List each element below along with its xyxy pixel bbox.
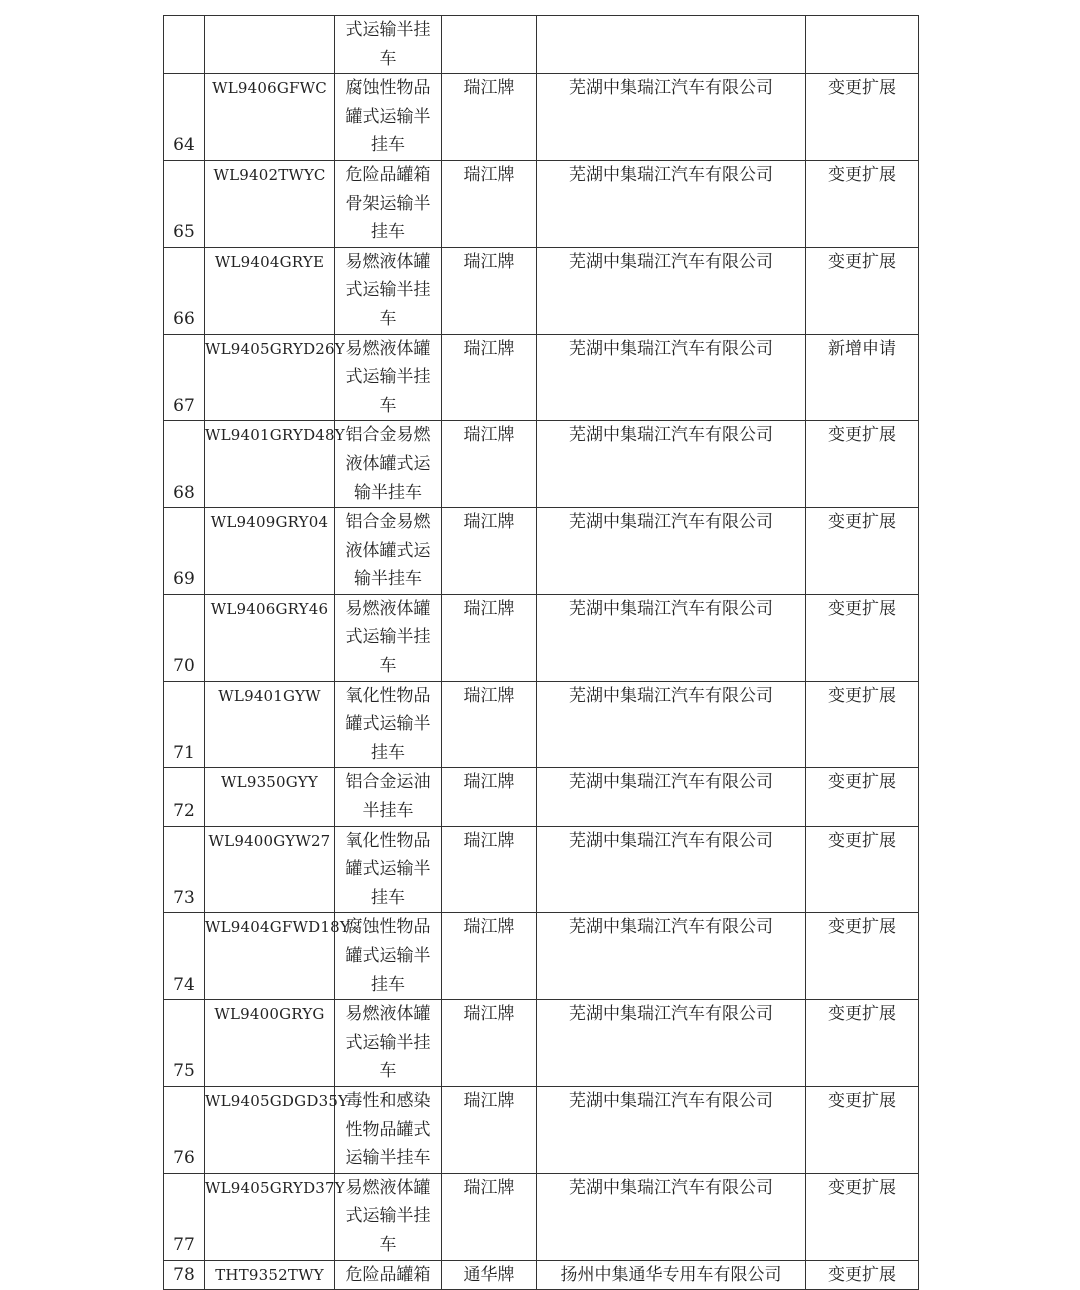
manufacturer: 扬州中集通华专用车有限公司 xyxy=(560,1264,782,1285)
application-type-cell xyxy=(806,1173,919,1260)
product-name-cell xyxy=(335,1000,442,1087)
brand-name-cell xyxy=(442,160,537,247)
application-type: 变更扩展 xyxy=(828,1264,896,1285)
row-number: 75 xyxy=(173,1061,195,1082)
row-number-cell xyxy=(164,826,205,913)
manufacturer-cell xyxy=(537,1260,806,1290)
brand-name: 瑞江牌 xyxy=(463,251,515,272)
table-row xyxy=(164,1000,919,1087)
vehicle-model-cell xyxy=(205,1173,345,1260)
brand-name: 瑞江牌 xyxy=(463,338,515,359)
application-type-cell xyxy=(806,681,919,768)
manufacturer: 芜湖中集瑞江汽车有限公司 xyxy=(569,338,773,359)
row-number-cell xyxy=(164,334,205,421)
row-number: 65 xyxy=(173,222,195,243)
application-type: 变更扩展 xyxy=(828,164,896,185)
application-type-cell xyxy=(806,1000,919,1087)
manufacturer-cell xyxy=(537,247,806,334)
brand-name: 瑞江牌 xyxy=(463,1177,515,1198)
application-type: 变更扩展 xyxy=(828,1090,896,1111)
manufacturer-cell xyxy=(537,1086,806,1173)
product-name-cell xyxy=(335,421,442,508)
product-name-cell xyxy=(335,334,442,421)
row-number-cell xyxy=(164,1260,205,1290)
vehicle-model-cell xyxy=(205,16,335,74)
vehicle-model: WL9401GRYD48Y xyxy=(205,426,345,445)
vehicle-model-cell xyxy=(205,508,335,595)
manufacturer: 芜湖中集瑞江汽车有限公司 xyxy=(569,425,773,446)
manufacturer: 芜湖中集瑞江汽车有限公司 xyxy=(569,598,773,619)
vehicle-model-cell xyxy=(205,421,345,508)
product-name-cell xyxy=(335,681,442,768)
vehicle-model: WL9402TWYC xyxy=(213,165,326,184)
vehicle-model-cell xyxy=(205,334,345,421)
vehicle-model: WL9409GRY04 xyxy=(210,513,329,532)
application-type-cell xyxy=(806,160,919,247)
product-name: 易燃液体罐式运输半挂车 xyxy=(345,598,431,677)
vehicle-model: WL9405GDGD35Y xyxy=(205,1091,349,1110)
product-name: 腐蚀性物品罐式运输半挂车 xyxy=(345,917,431,995)
application-type: 新增申请 xyxy=(828,338,896,359)
application-type: 变更扩展 xyxy=(828,1177,896,1198)
application-type-cell xyxy=(806,768,919,826)
brand-name-cell xyxy=(442,681,537,768)
product-name: 铝合金运油半挂车 xyxy=(345,772,431,822)
row-number-cell xyxy=(164,16,205,74)
vehicle-model-cell xyxy=(205,1260,335,1290)
brand-name: 瑞江牌 xyxy=(463,685,515,706)
manufacturer: 芜湖中集瑞江汽车有限公司 xyxy=(569,164,773,185)
product-name-cell xyxy=(335,160,442,247)
brand-name: 瑞江牌 xyxy=(463,917,515,938)
manufacturer: 芜湖中集瑞江汽车有限公司 xyxy=(569,251,773,272)
brand-name: 瑞江牌 xyxy=(463,830,515,851)
product-name-cell xyxy=(335,913,442,1000)
row-number-cell xyxy=(164,1173,205,1260)
vehicle-model: WL9406GFWC xyxy=(212,79,327,98)
manufacturer-cell xyxy=(537,74,806,161)
application-type: 变更扩展 xyxy=(828,917,896,938)
row-number-cell xyxy=(164,1000,205,1087)
table-row xyxy=(164,1086,919,1173)
table-row xyxy=(164,681,919,768)
vehicle-model: WL9405GRYD37Y xyxy=(205,1178,345,1197)
product-name-cell xyxy=(335,74,442,161)
brand-name-cell xyxy=(442,1086,537,1173)
vehicle-model-cell xyxy=(205,594,335,681)
manufacturer: 芜湖中集瑞江汽车有限公司 xyxy=(569,685,773,706)
brand-name-cell xyxy=(442,247,537,334)
row-number: 69 xyxy=(173,569,195,590)
vehicle-table-body xyxy=(164,16,919,1290)
brand-name-cell xyxy=(442,1000,537,1087)
manufacturer-cell xyxy=(537,768,806,826)
brand-name-cell xyxy=(442,421,537,508)
manufacturer-cell xyxy=(537,160,806,247)
application-type: 变更扩展 xyxy=(828,772,896,793)
product-name: 铝合金易燃液体罐式运输半挂车 xyxy=(345,512,431,590)
table-row xyxy=(164,160,919,247)
product-name: 铝合金易燃液体罐式运输半挂车 xyxy=(345,425,431,503)
row-number-cell xyxy=(164,594,205,681)
application-type-cell xyxy=(806,74,919,161)
product-name: 易燃液体罐式运输半挂车 xyxy=(345,1177,431,1255)
row-number-cell xyxy=(164,508,205,595)
manufacturer-cell xyxy=(537,913,806,1000)
vehicle-model-cell xyxy=(205,826,335,913)
manufacturer: 芜湖中集瑞江汽车有限公司 xyxy=(569,830,773,851)
vehicle-model: THT9352TWY xyxy=(215,1265,324,1284)
table-row xyxy=(164,768,919,826)
product-name: 腐蚀性物品罐式运输半挂车 xyxy=(345,78,431,156)
manufacturer-cell xyxy=(537,16,806,74)
product-name-cell xyxy=(335,1086,442,1173)
product-name: 氧化性物品罐式运输半挂车 xyxy=(345,685,431,763)
product-name: 毒性和感染性物品罐式运输半挂车 xyxy=(345,1090,431,1169)
product-name-cell xyxy=(335,508,442,595)
table-row xyxy=(164,16,919,74)
row-number: 64 xyxy=(173,135,195,156)
manufacturer-cell xyxy=(537,421,806,508)
product-name-cell xyxy=(335,594,442,681)
vehicle-model-cell xyxy=(205,768,335,826)
brand-name-cell xyxy=(442,334,537,421)
vehicle-model: WL9404GRYE xyxy=(214,252,325,271)
row-number: 77 xyxy=(173,1234,195,1255)
table-row xyxy=(164,826,919,913)
product-name-cell xyxy=(335,1173,442,1260)
product-name: 易燃液体罐式运输半挂车 xyxy=(345,251,431,329)
vehicle-model: WL9404GFWD18Y xyxy=(205,918,350,937)
application-type: 变更扩展 xyxy=(828,685,896,706)
row-number-cell xyxy=(164,74,205,161)
application-type-cell xyxy=(806,334,919,421)
application-type: 变更扩展 xyxy=(828,512,896,533)
vehicle-model: WL9400GYW27 xyxy=(208,831,331,850)
row-number-cell xyxy=(164,681,205,768)
row-number: 74 xyxy=(173,974,195,995)
application-type: 变更扩展 xyxy=(828,1004,896,1025)
application-type-cell xyxy=(806,1260,919,1290)
manufacturer: 芜湖中集瑞江汽车有限公司 xyxy=(569,1004,773,1025)
application-type: 变更扩展 xyxy=(828,598,896,619)
table-row xyxy=(164,508,919,595)
manufacturer: 芜湖中集瑞江汽车有限公司 xyxy=(569,78,773,99)
product-name-cell xyxy=(335,16,442,74)
manufacturer: 芜湖中集瑞江汽车有限公司 xyxy=(569,512,773,533)
vehicle-model-cell xyxy=(205,74,335,161)
table-row xyxy=(164,421,919,508)
vehicle-model: WL9400GRYG xyxy=(214,1005,325,1024)
product-name: 氧化性物品罐式运输半挂车 xyxy=(345,830,431,908)
product-name: 危险品罐箱 xyxy=(345,1264,431,1285)
product-name: 易燃液体罐式运输半挂车 xyxy=(345,1004,431,1082)
row-number: 78 xyxy=(173,1264,195,1285)
manufacturer-cell xyxy=(537,1173,806,1260)
manufacturer-cell xyxy=(537,508,806,595)
application-type-cell xyxy=(806,1086,919,1173)
vehicle-model: WL9350GYY xyxy=(221,773,318,792)
application-type-cell xyxy=(806,508,919,595)
manufacturer-cell xyxy=(537,826,806,913)
product-name: 危险品罐箱骨架运输半挂车 xyxy=(345,164,431,243)
vehicle-model-cell xyxy=(205,681,335,768)
vehicle-model-cell xyxy=(205,913,350,1000)
vehicle-model-cell xyxy=(205,1086,349,1173)
row-number: 70 xyxy=(173,656,195,677)
product-name: 易燃液体罐式运输半挂车 xyxy=(345,338,431,416)
manufacturer-cell xyxy=(537,1000,806,1087)
table-row xyxy=(164,913,919,1000)
brand-name: 瑞江牌 xyxy=(463,512,515,533)
application-type-cell xyxy=(806,247,919,334)
row-number-cell xyxy=(164,768,205,826)
vehicle-model: WL9401GYW xyxy=(218,686,321,705)
brand-name-cell xyxy=(442,1260,537,1290)
vehicle-table xyxy=(163,15,919,1290)
manufacturer: 芜湖中集瑞江汽车有限公司 xyxy=(569,1090,773,1111)
row-number-cell xyxy=(164,160,205,247)
brand-name-cell xyxy=(442,74,537,161)
application-type: 变更扩展 xyxy=(828,78,896,99)
manufacturer-cell xyxy=(537,681,806,768)
brand-name-cell xyxy=(442,826,537,913)
row-number: 72 xyxy=(173,801,195,822)
row-number: 68 xyxy=(173,482,195,503)
brand-name-cell xyxy=(442,768,537,826)
vehicle-model-cell xyxy=(205,160,335,247)
application-type-cell xyxy=(806,913,919,1000)
brand-name: 瑞江牌 xyxy=(463,1004,515,1025)
product-name-cell xyxy=(335,826,442,913)
table-row xyxy=(164,594,919,681)
manufacturer: 芜湖中集瑞江汽车有限公司 xyxy=(569,772,773,793)
application-type-cell xyxy=(806,594,919,681)
table-row xyxy=(164,334,919,421)
brand-name-cell xyxy=(442,594,537,681)
row-number: 76 xyxy=(173,1148,195,1169)
vehicle-model: WL9405GRYD26Y xyxy=(205,339,345,358)
application-type: 变更扩展 xyxy=(828,251,896,272)
brand-name: 瑞江牌 xyxy=(463,772,515,793)
row-number: 71 xyxy=(173,742,195,763)
row-number-cell xyxy=(164,421,205,508)
brand-name-cell xyxy=(442,913,537,1000)
brand-name-cell xyxy=(442,16,537,74)
table-row xyxy=(164,247,919,334)
product-name-cell xyxy=(335,768,442,826)
brand-name: 瑞江牌 xyxy=(463,164,515,185)
vehicle-model: WL9406GRY46 xyxy=(210,599,329,618)
manufacturer-cell xyxy=(537,334,806,421)
row-number-cell xyxy=(164,913,205,1000)
manufacturer-cell xyxy=(537,594,806,681)
brand-name-cell xyxy=(442,1173,537,1260)
application-type-cell xyxy=(806,421,919,508)
application-type: 变更扩展 xyxy=(828,425,896,446)
table-row xyxy=(164,1260,919,1290)
application-type-cell xyxy=(806,826,919,913)
row-number-cell xyxy=(164,247,205,334)
brand-name: 瑞江牌 xyxy=(463,425,515,446)
row-number-cell xyxy=(164,1086,205,1173)
table-row xyxy=(164,74,919,161)
brand-name-cell xyxy=(442,508,537,595)
application-type-cell xyxy=(806,16,919,74)
brand-name: 瑞江牌 xyxy=(463,78,515,99)
table-row xyxy=(164,1173,919,1260)
vehicle-model-cell xyxy=(205,1000,335,1087)
manufacturer: 芜湖中集瑞江汽车有限公司 xyxy=(569,1177,773,1198)
brand-name: 瑞江牌 xyxy=(463,598,515,619)
application-type: 变更扩展 xyxy=(828,830,896,851)
product-name: 式运输半挂车 xyxy=(345,20,431,69)
manufacturer: 芜湖中集瑞江汽车有限公司 xyxy=(569,917,773,938)
row-number: 66 xyxy=(173,308,195,329)
brand-name: 瑞江牌 xyxy=(463,1090,515,1111)
row-number: 67 xyxy=(173,395,195,416)
row-number: 73 xyxy=(173,887,195,908)
product-name-cell xyxy=(335,247,442,334)
vehicle-model-cell xyxy=(205,247,335,334)
product-name-cell xyxy=(335,1260,442,1290)
brand-name: 通华牌 xyxy=(463,1264,515,1285)
